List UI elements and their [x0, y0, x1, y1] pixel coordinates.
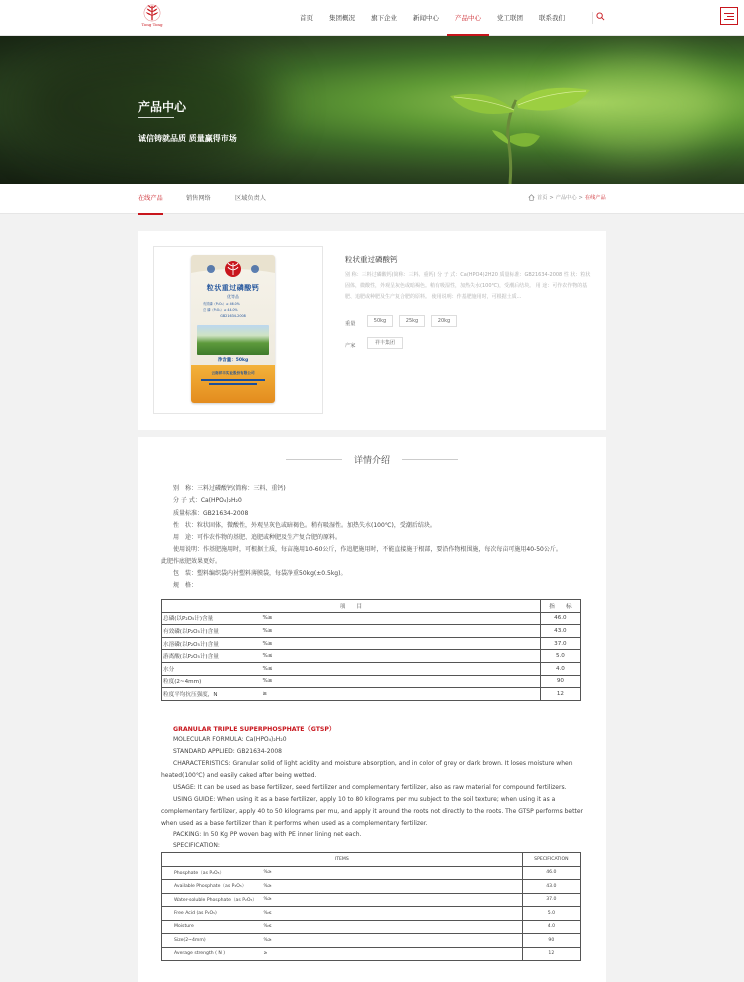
en-using-guide-cont: when used as a base fertilizer than it performs when used as a complementary fertilizer. — [161, 820, 428, 827]
table-row: Phosphate（as P₂O₅） %≥ 46.0 — [162, 866, 581, 880]
bag-logo-icon — [191, 255, 275, 285]
nav-group-overview[interactable]: 集团概况 — [329, 14, 355, 22]
banner-subtitle: 诚信铸就品质 质量赢得市场 — [138, 134, 237, 143]
breadcrumb-current: 在线产品 — [584, 195, 606, 201]
nav-enterprises[interactable]: 旗下企业 — [371, 14, 397, 22]
zh-guide: 使用说明：作基肥施用时，可根据土质，每亩施用10-60公斤，作追肥施用时，不能直接施于根部，要沿作物根围施，每次每亩可施用40-50公斤。 — [173, 546, 562, 553]
fertilizer-bag-image — [191, 255, 275, 403]
bag-spec-1: 有效磷（P₂O₅）≥ 46.0% — [203, 302, 240, 306]
zh-usage: 用 途：可作农作物的基肥、追肥或种肥及生产复合肥的原料。 — [173, 534, 342, 541]
zh-formula: 分 子 式：Ca(HPO₄)₂H₂0 — [173, 497, 242, 504]
breadcrumb — [528, 194, 606, 201]
wheat-logo-icon — [143, 4, 161, 22]
weight-option-50kg[interactable]: 50kg — [367, 315, 393, 327]
table-row: Water-soluble Phosphate（as P₂O₅） %≥ 37.0 — [162, 893, 581, 907]
zh-guide-cont: 此肥作底肥效果更好。 — [161, 558, 222, 565]
search-button[interactable] — [592, 12, 604, 24]
breadcrumb-separator: > — [578, 194, 583, 201]
nav-contact[interactable]: 联系我们 — [539, 14, 565, 22]
detail-section — [138, 437, 606, 982]
bag-net-weight: 净含量：50kg — [217, 358, 249, 363]
table-header: 项 目 — [162, 600, 541, 613]
zh-standard: 质量标准：GB21634-2008 — [173, 510, 249, 517]
tab-sales-network[interactable]: 销售网络 — [186, 195, 211, 202]
en-characteristics: CHARACTERISTICS: Granular solid of light acidity and moisture absorption, and in color of grey or dark brown. It loses moisture when — [173, 760, 573, 767]
maker-option[interactable]: 祥丰集团 — [367, 337, 403, 349]
product-card — [138, 231, 606, 430]
bag-field-image — [197, 325, 269, 355]
hero-banner — [0, 36, 744, 184]
table-row: Available Phosphate（as P₂O₅） %≥ 43.0 — [162, 880, 581, 894]
zh-package: 包 装：塑料编织袋内衬塑料薄膜袋，每袋净重50kg(±0.5kg)。 — [173, 570, 347, 577]
table-header: 指 标 — [540, 600, 580, 613]
product-description: 别 称：三料过磷酸钙(简称：三料、重钙) 分 子 式：Ca(HPO4)2H20 质量标准：GB21634-2008 性 状：粒状固体，微酸性，外观呈灰色或暗褐色。稍有吸湿性，加热失水(100℃)，受潮后结块。 用 途：可作农作物的基肥、追肥或种肥及生产复合肥的原料。 使用说明：作基肥施用时，可根据土质... — [345, 272, 591, 300]
table-header: ITEMS — [162, 853, 523, 867]
table-row: 游离酸(以P₂O₅计)含量 %≤ 5.0 — [162, 650, 581, 663]
table-row: 粒度(2~4mm) %≥ 90 — [162, 675, 581, 688]
nav-news[interactable]: 新闻中心 — [413, 14, 439, 22]
product-image[interactable] — [153, 246, 323, 414]
sprout-image — [430, 80, 610, 184]
table-row: 水分 %≤ 4.0 — [162, 662, 581, 675]
search-icon — [596, 12, 605, 21]
banner-title: 产品中心 — [138, 100, 187, 114]
table-row: 粒度平均抗压强度，N ≥ 12 — [162, 688, 581, 701]
table-row: Average strength ( N ) ≥ 12 — [162, 947, 581, 961]
breadcrumb-section[interactable]: 产品中心 — [555, 195, 577, 201]
maker-label: 产家 — [345, 343, 356, 349]
table-row: Free Acid (as P₂O₅) %≤ 5.0 — [162, 907, 581, 921]
bag-spec-2: 总 磷（P₂O₅）≥ 44.0% — [203, 308, 238, 312]
zh-alias: 别 称：三料过磷酸钙(简称：三料、重钙) — [173, 485, 286, 492]
en-spec-table — [161, 852, 581, 961]
weight-option-25kg[interactable]: 25kg — [399, 315, 425, 327]
detail-title: 详情介绍 — [353, 456, 390, 466]
tab-online-products[interactable]: 在线产品 — [138, 184, 163, 214]
zh-spec-table — [161, 599, 581, 701]
table-row: 有效磷(以P₂O₅计)含量 %≥ 43.0 — [162, 625, 581, 638]
weight-label: 重量 — [345, 321, 356, 327]
bag-bottom — [191, 365, 275, 403]
site-header — [0, 0, 744, 36]
bag-company: 云南祥丰实业股份有限公司 — [211, 371, 255, 375]
en-using-guide: USING GUIDE: When using it as a base fertilizer, apply 10 to 80 kilograms per mu subject to the soil texture; when using it as a — [173, 796, 556, 803]
logo[interactable] — [138, 4, 166, 32]
en-characteristics-cont: heated(100℃) and easily caked after being wetted. — [161, 772, 317, 779]
hamburger-menu-icon[interactable] — [720, 7, 738, 25]
zh-property: 性 状：粒状固体，微酸性，外观呈灰色或暗褐色。稍有吸湿性。加热失水(100℃)，受潮后结块。 — [173, 522, 436, 529]
nav-products[interactable]: 产品中心 — [447, 0, 489, 36]
breadcrumb-home[interactable]: 首页 — [537, 195, 548, 201]
en-formula: MOLECULAR FORMULA: Ca(HPO₄)₂H₂0 — [173, 736, 287, 743]
bag-standard: GB21634-2008 — [220, 314, 246, 318]
weight-option-20kg[interactable]: 20kg — [431, 315, 457, 327]
main-nav — [292, 0, 573, 36]
en-packing: PACKING: In 50 Kg PP woven bag with PE inner lining net each. — [173, 831, 362, 838]
nav-home[interactable]: 首页 — [300, 14, 313, 22]
table-header: SPECIFICATION — [522, 853, 580, 867]
table-row: 水溶磷(以P₂O₅计)含量 %≥ 37.0 — [162, 637, 581, 650]
en-using-guide-cont: complementary fertilizer, apply 40 to 50 kilograms per mu, and apply it around the roots not directly to the roots. The GTSP performs better — [161, 808, 583, 815]
nav-party[interactable]: 党工联团 — [497, 14, 523, 22]
table-row: 总磷(以P₂O₅计)含量 %≥ 46.0 — [162, 612, 581, 625]
en-standard: STANDARD APPLIED: GB21634-2008 — [173, 748, 282, 755]
bag-title: 粒状重过磷酸钙 — [206, 283, 260, 292]
table-row: Moisture %≤ 4.0 — [162, 920, 581, 934]
breadcrumb-separator: > — [549, 194, 554, 201]
home-icon — [528, 194, 535, 201]
en-title: GRANULAR TRIPLE SUPERPHOSPHATE（GTSP） — [173, 726, 336, 733]
sub-nav — [0, 184, 744, 214]
tab-regional-manager[interactable]: 区域负责人 — [235, 195, 266, 202]
table-row: Size(2~4mm) %≥ 90 — [162, 934, 581, 948]
product-name: 粒状重过磷酸钙 — [345, 255, 398, 264]
title-divider-right — [402, 459, 458, 460]
bag-grade: 优等品 — [227, 294, 239, 299]
banner-divider — [138, 117, 174, 118]
en-usage: USAGE: It can be used as base fertilizer, seed fertilizer and complementary fertilizer, also as raw material for compound fertilizers. — [173, 784, 567, 791]
logo-caption: Tong Tong — [141, 22, 163, 27]
en-spec-label: SPECIFICATION: — [173, 842, 220, 849]
zh-spec-label: 规 格： — [173, 582, 198, 589]
